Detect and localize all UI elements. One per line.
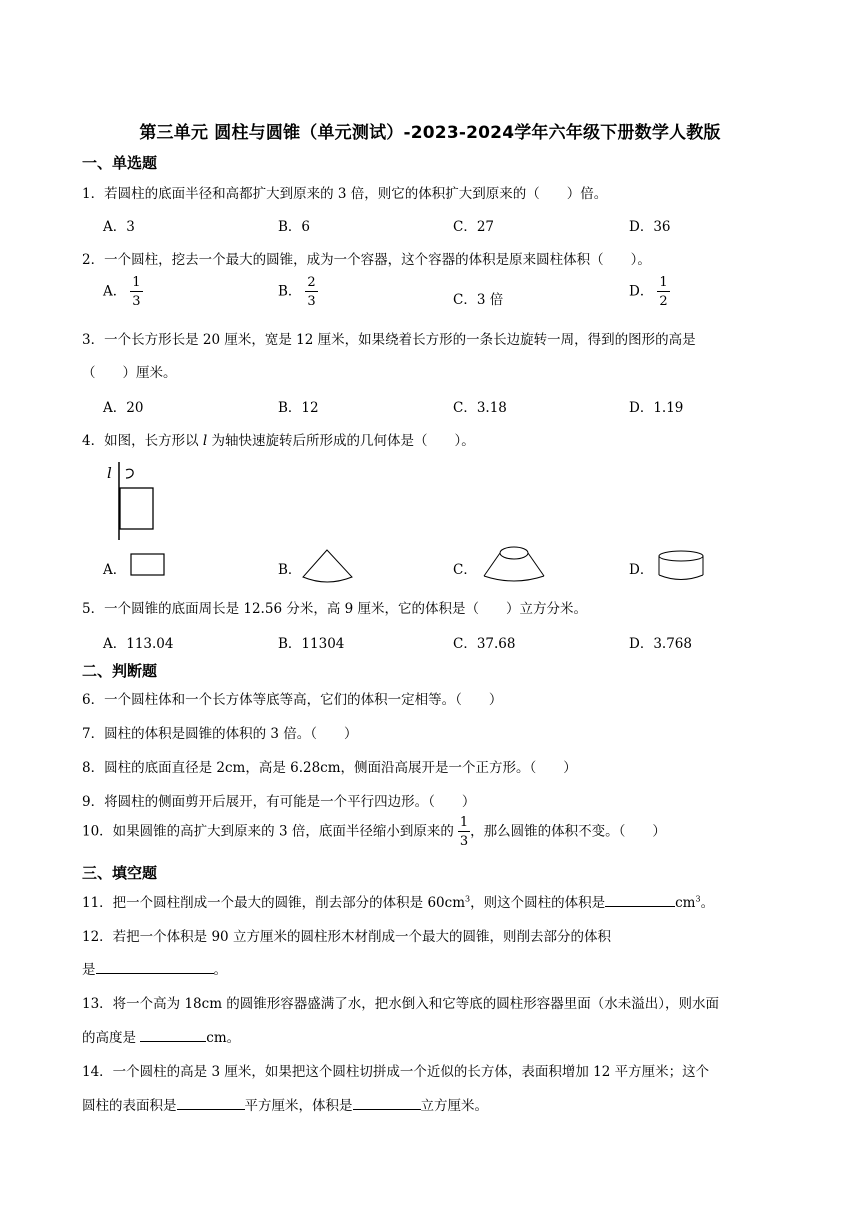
q2-option-a [103,276,143,308]
question-10-text-pre: 10．如果圆锥的高扩大到原来的 3 倍，底面半径缩小到原来的 [82,823,454,840]
question-11-unit: cm [675,895,696,911]
q1-option-c: C．27 [453,219,495,235]
question-13-line-1: 13．将一个高为 18cm 的圆锥形容器盛满了水，把水倒入和它等底的圆柱形容器里面（水未溢出），则水面 [82,996,720,1012]
q3-option-a: A．20 [103,400,144,416]
q3-option-b: B．12 [278,400,319,416]
q2-option-d-label: D． [629,283,654,300]
question-14-line-1: 14．一个圆柱的高是 3 厘米，如果把这个圆柱切拼成一个近似的长方体，表面积增加 12 平方厘米；这个 [82,1064,710,1080]
q4-option-b: B． [278,562,302,578]
question-1: 1．若圆柱的底面半径和高都扩大到原来的 3 倍，则它的体积扩大到原来的（ ）倍。 [82,186,608,202]
q4-rotation-figure [102,458,162,544]
question-14-text-mid: 平方厘米，体积是 [244,1098,353,1114]
question-4-text-pre: 4．如图，长方形以 [82,433,203,449]
question-12-line-2 [82,958,227,978]
question-7: 7．圆柱的体积是圆锥的体积的 3 倍。（ ） [82,726,358,742]
answer-blank-surface-area[interactable] [177,1095,245,1110]
q2-option-b [278,276,318,308]
question-6: 6．一个圆柱体和一个长方体等底等高，它们的体积一定相等。（ ） [82,692,503,708]
q4-option-a: A． [103,562,127,578]
q2-option-d [629,276,670,308]
q5-option-d: D．3.768 [629,636,692,652]
q5-option-a: A．113.04 [103,636,174,652]
fraction-denominator: 3 [459,834,469,849]
question-10-fraction [458,816,470,848]
question-5: 5．一个圆锥的底面周长是 12.56 分米，高 9 厘米，它的体积是（ ）立方分米。 [82,601,587,617]
fraction-numerator: 1 [459,815,469,830]
q3-option-c: C．3.18 [453,400,507,416]
q2-option-a-label: A． [103,283,127,300]
question-4 [82,429,475,449]
rectangle-shape [120,488,153,529]
cone-sector-icon [300,547,356,583]
question-9: 9．将圆柱的侧面剪开后展开，有可能是一个平行四边形。（ ） [82,794,476,810]
q1-option-a: A．3 [103,219,135,235]
fraction-denominator: 3 [132,294,141,309]
q2-option-a-fraction [130,276,142,308]
section-heading-true-false: 二、判断题 [82,662,158,680]
q2-option-b-label: B． [278,283,302,300]
question-13-text-pre: 的高度是 [82,1030,141,1046]
q4-option-d: D． [629,562,654,578]
q4-option-c: C． [453,562,477,578]
superscript-3: 3 [465,894,471,904]
answer-blank-volume[interactable] [353,1095,421,1110]
question-4-text-post: 为轴快速旋转后所形成的几何体是（ ）。 [207,433,475,449]
question-11-text-mid: ，则这个圆柱的体积是 [470,895,606,911]
q2-option-d-fraction [657,276,669,308]
frustum-icon [480,544,550,584]
question-13-text-end: cm。 [206,1030,241,1046]
axis-label-l: l [107,464,112,482]
fraction-numerator: 2 [307,275,316,290]
q1-option-d: D．36 [629,219,671,235]
question-10-text-post: ，那么圆锥的体积不变。（ ） [470,823,666,840]
fraction-denominator: 3 [307,294,316,309]
question-14-text-pre: 圆柱的表面积是 [82,1098,177,1114]
rotation-arrow-icon [126,469,133,478]
question-12-text-end: 。 [213,962,227,978]
question-2: 2．一个圆柱，挖去一个最大的圆锥，成为一个容器，这个容器的体积是原来圆柱体积（ ）。 [82,252,651,268]
question-12-line-1: 12．若把一个体积是 90 立方厘米的圆柱形木材削成一个最大的圆锥，则削去部分的体积 [82,929,611,945]
cylinder-icon [656,548,708,584]
section-heading-fill-blank: 三、填空题 [82,864,158,882]
question-14-text-end: 立方厘米。 [420,1098,488,1114]
question-8: 8．圆柱的底面直径是 2cm，高是 6.28cm，侧面沿高展开是一个正方形。（ ） [82,760,577,776]
question-3-line-2: （ ）厘米。 [82,365,177,381]
superscript-3: 3 [695,894,701,904]
page-title: 第三单元 圆柱与圆锥（单元测试）-2023-2024学年六年级下册数学人教版 [139,123,721,143]
question-13-line-2 [82,1026,240,1046]
q2-option-b-fraction [305,276,317,308]
q5-option-c: C．37.68 [453,636,516,652]
q2-option-c: C．3 倍 [453,292,504,308]
answer-blank[interactable] [96,959,214,974]
question-14-line-2 [82,1094,488,1114]
section-heading-single-choice: 一、单选题 [82,154,158,172]
answer-blank[interactable] [140,1027,206,1042]
question-11 [82,891,714,911]
question-12-text-pre: 是 [82,962,96,978]
question-3-line-1: 3．一个长方形长是 20 厘米，宽是 12 厘米，如果绕着长方形的一条长边旋转一周，得到的图形的高是 [82,332,696,348]
fraction-denominator: 2 [659,294,668,309]
q5-option-b: B．11304 [278,636,345,652]
answer-blank[interactable] [605,892,675,907]
question-11-text-pre: 11．把一个圆柱削成一个最大的圆锥，削去部分的体积是 60cm [82,895,466,911]
fraction-numerator: 1 [659,275,668,290]
q3-option-d: D．1.19 [629,400,684,416]
question-4-axis-symbol: l [202,433,208,449]
fraction-numerator: 1 [132,275,141,290]
question-10 [82,816,666,848]
q1-option-b: B．6 [278,219,311,235]
question-11-text-end: 。 [700,895,715,911]
cylinder-side-rectangle-icon [130,553,166,577]
